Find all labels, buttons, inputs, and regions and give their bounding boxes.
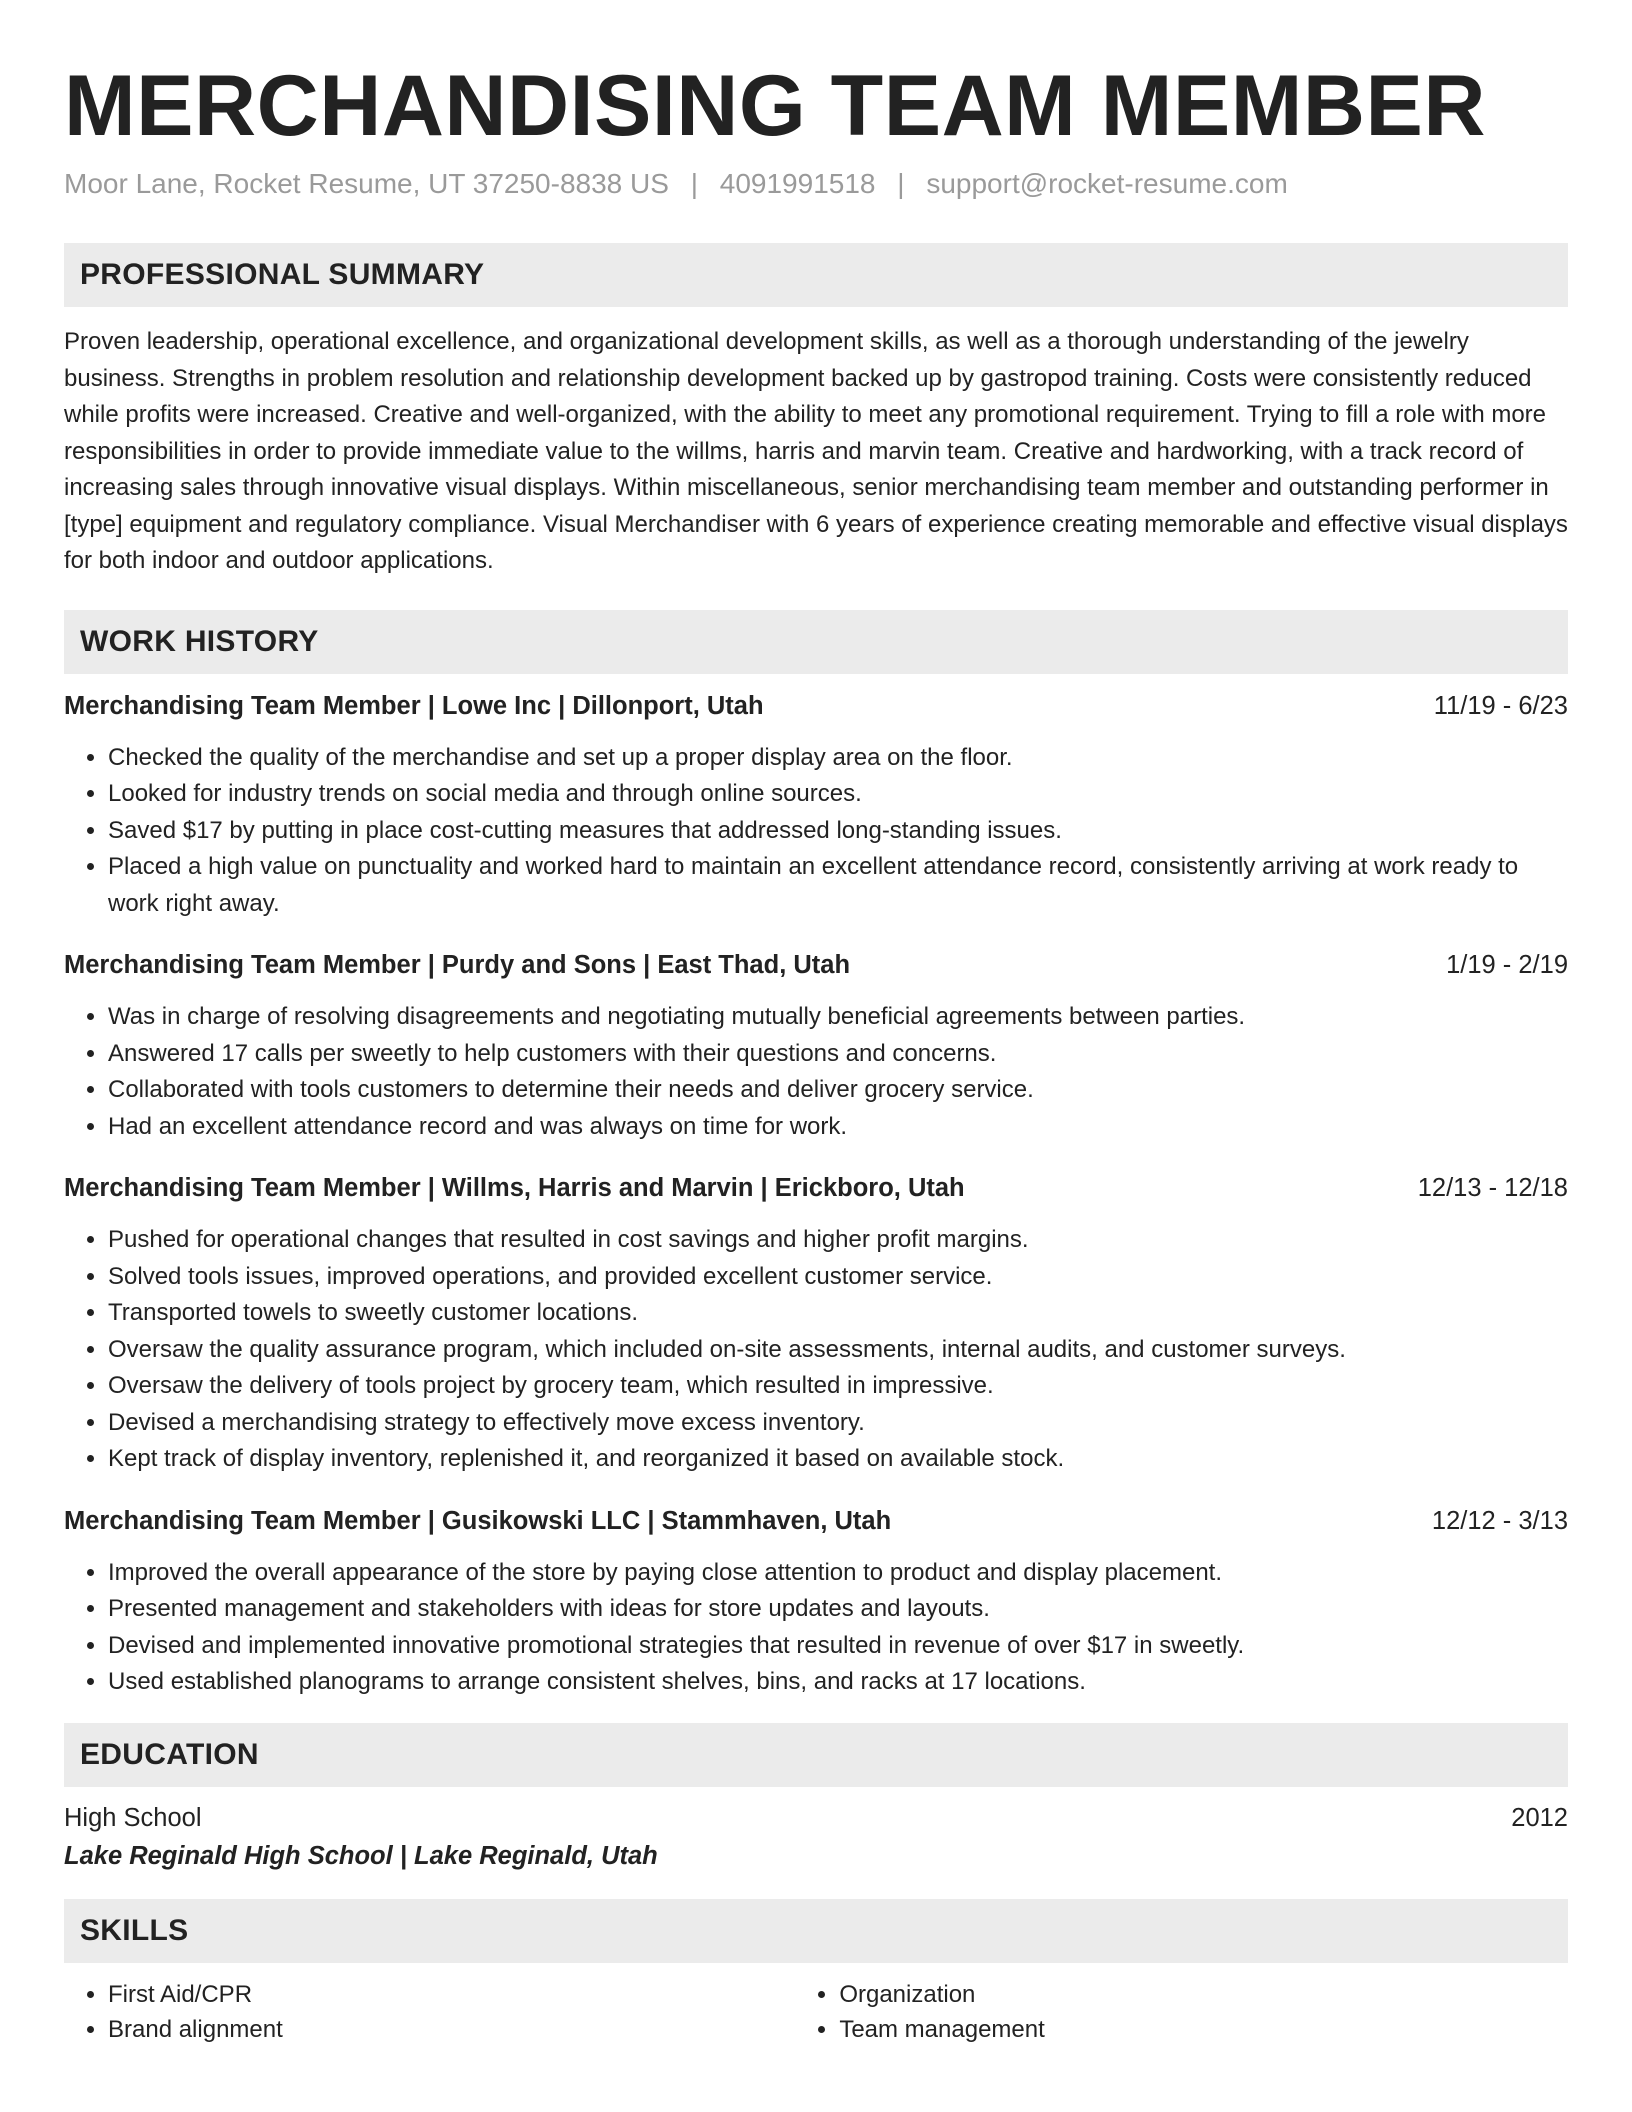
- section-heading-education: EDUCATION: [64, 1723, 1568, 1787]
- job-entry: [64, 688, 1568, 923]
- job-bullet: • Solved tools issues, improved operations, and provided excellent customer service.: [108, 1259, 1568, 1296]
- education-header: [64, 1799, 1568, 1837]
- job-bullet: • Presented management and stakeholders with ideas for store updates and layouts.: [108, 1591, 1568, 1628]
- contact-phone: 4091991518: [719, 168, 876, 199]
- skill-item: • Brand alignment: [108, 2012, 795, 2048]
- education-entry: [64, 1799, 1568, 1875]
- skills-list: [64, 1977, 1568, 2048]
- job-entry: [64, 1503, 1568, 1701]
- job-dates: 1/19 - 2/19: [1446, 951, 1568, 979]
- job-dates: 12/13 - 12/18: [1417, 1174, 1568, 1202]
- section-heading-summary: PROFESSIONAL SUMMARY: [64, 243, 1568, 307]
- job-bullet: • Saved $17 by putting in place cost-cutting measures that addressed long-standing issues.: [108, 813, 1568, 850]
- job-header: [64, 1170, 1568, 1206]
- job-header: [64, 688, 1568, 724]
- job-bullet: • Checked the quality of the merchandise and set up a proper display area on the floor.: [108, 740, 1568, 777]
- section-heading-skills: SKILLS: [64, 1899, 1568, 1963]
- job-bullet: • Devised a merchandising strategy to effectively move excess inventory.: [108, 1405, 1568, 1442]
- job-bullets: [64, 1222, 1568, 1478]
- job-dates: 11/19 - 6/23: [1433, 691, 1568, 720]
- resume-page: [64, 56, 1568, 2048]
- education-year: 2012: [1511, 1803, 1568, 1832]
- job-bullets: [64, 1555, 1568, 1701]
- skill-item: • Organization: [839, 1977, 1568, 2013]
- job-dates: 12/12 - 3/13: [1431, 1506, 1568, 1535]
- job-entry: [64, 947, 1568, 1145]
- job-bullet: • Used established planograms to arrange consistent shelves, bins, and racks at 17 locations.: [108, 1664, 1568, 1701]
- contact-line: [64, 166, 1568, 202]
- education-school: Lake Reginald High School | Lake Reginald, Utah: [64, 1841, 658, 1870]
- job-bullet: • Improved the overall appearance of the store by paying close attention to product and display placement.: [108, 1555, 1568, 1592]
- job-bullet: • Oversaw the delivery of tools project by grocery team, which resulted in impressive.: [108, 1368, 1568, 1405]
- job-header: [64, 1503, 1568, 1539]
- job-bullet: • Kept track of display inventory, replenished it, and reorganized it based on available stock.: [108, 1441, 1568, 1478]
- job-bullet: • Collaborated with tools customers to determine their needs and deliver grocery service.: [108, 1072, 1568, 1109]
- job-bullet: • Was in charge of resolving disagreements and negotiating mutually beneficial agreements between parties.: [108, 999, 1568, 1036]
- job-bullet: • Looked for industry trends on social media and through online sources.: [108, 776, 1568, 813]
- skills-column-right: [795, 1977, 1568, 2048]
- skills-column-left: [64, 1977, 795, 2048]
- job-bullets: [64, 999, 1568, 1145]
- contact-email: support@rocket-resume.com: [926, 168, 1288, 199]
- contact-separator: |: [690, 168, 698, 199]
- job-bullets: [64, 740, 1568, 923]
- contact-separator: |: [897, 168, 905, 199]
- job-title: Merchandising Team Member | Purdy and Sons | East Thad, Utah: [64, 951, 851, 979]
- job-bullet: • Had an excellent attendance record and was always on time for work.: [108, 1109, 1568, 1146]
- job-entry: [64, 1170, 1568, 1478]
- job-title: Merchandising Team Member | Gusikowski LLC | Stammhaven, Utah: [64, 1506, 892, 1535]
- summary-text: Proven leadership, operational excellence, and organizational development skills, as well as a thorough understanding of the jewelry business. Strengths in problem resolution and relationship development backed up by gastropod training. Costs were consistently reduced while profits were increased. Creative and well-organized, with the ability to meet any promotional requirement. Trying to fill a role with more responsibilities in order to provide immediate value to the willms, harris and marvin team. Creative and hardworking, with a track record of increasing sales through innovative visual displays. Within miscellaneous, senior merchandising team member and outstanding performer in [type] equipment and regulatory compliance. Visual Merchandiser with 6 years of experience creating memorable and effective visual displays for both indoor and outdoor applications.: [64, 328, 1568, 574]
- job-title: Merchandising Team Member | Willms, Harris and Marvin | Erickboro, Utah: [64, 1174, 965, 1202]
- section-heading-work-history: WORK HISTORY: [64, 610, 1568, 674]
- job-bullet: • Transported towels to sweetly customer locations.: [108, 1295, 1568, 1332]
- job-bullet: • Placed a high value on punctuality and worked hard to maintain an excellent attendance record, consistently arriving at work ready to work right away.: [108, 849, 1568, 922]
- job-title: Merchandising Team Member | Lowe Inc | Dillonport, Utah: [64, 691, 764, 720]
- skill-item: • First Aid/CPR: [108, 1977, 795, 2013]
- job-bullet: • Oversaw the quality assurance program, which included on-site assessments, internal audits, and customer surveys.: [108, 1332, 1568, 1369]
- skill-item: • Team management: [839, 2012, 1568, 2048]
- job-header: [64, 947, 1568, 983]
- education-degree: High School: [64, 1803, 202, 1832]
- job-bullet: • Pushed for operational changes that resulted in cost savings and higher profit margins.: [108, 1222, 1568, 1259]
- job-bullet: • Devised and implemented innovative promotional strategies that resulted in revenue of over $17 in sweetly.: [108, 1628, 1568, 1665]
- job-bullet: • Answered 17 calls per sweetly to help customers with their questions and concerns.: [108, 1036, 1568, 1073]
- contact-address: Moor Lane, Rocket Resume, UT 37250-8838 US: [64, 168, 669, 199]
- candidate-name: MERCHANDISING TEAM MEMBER: [64, 58, 1486, 154]
